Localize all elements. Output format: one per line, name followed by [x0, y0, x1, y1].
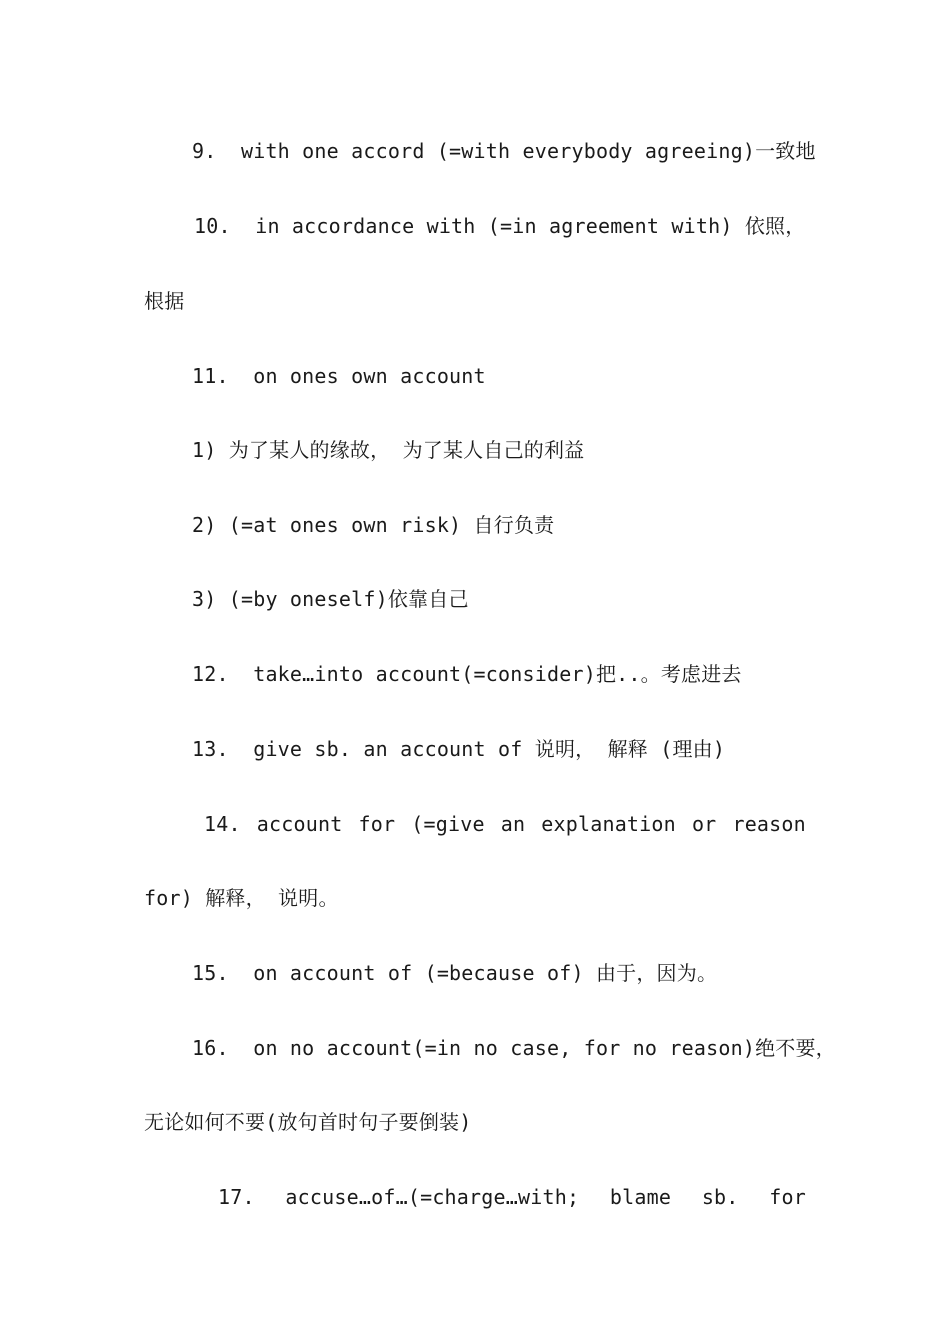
entry-11: 11. on ones own account — [192, 364, 486, 388]
entry-17-word: sb. — [701, 1185, 739, 1209]
entry-15: 15. on account of (=because of) 由于，因为。 — [192, 961, 718, 985]
entry-16-continuation: 无论如何不要(放句首时句子要倒装) — [144, 1110, 472, 1134]
entry-14-continuation: for) 解释， 说明。 — [144, 886, 339, 910]
entry-17-word: 17. — [218, 1185, 255, 1209]
entry-14-word: (=give — [411, 812, 485, 836]
entry-10-continuation: 根据 — [144, 289, 185, 313]
entry-12: 12. take…into account(=consider)把..。考虑进去 — [192, 662, 742, 686]
entry-17-word: blame — [609, 1185, 672, 1209]
entry-14-word: 14. — [204, 812, 241, 836]
entry-14-word: reason — [732, 812, 806, 836]
entry-14-word: an — [500, 812, 526, 836]
entry-14-word: explanation — [541, 812, 676, 836]
entry-11-sub-2: 2) (=at ones own risk) 自行负责 — [192, 513, 555, 537]
entry-16: 16. on no account(=in no case, for no reason)绝不要， — [192, 1036, 836, 1060]
entry-17-word: for — [769, 1185, 806, 1209]
entry-14-word: account — [256, 812, 343, 836]
entry-17 — [218, 1183, 806, 1211]
entry-17-word: accuse…of…(=charge…with; — [285, 1185, 580, 1209]
entry-9: 9. with one accord (=with everybody agreeing)一致地 — [192, 139, 816, 163]
entry-14-word: or — [691, 812, 717, 836]
entry-10: 10. in accordance with (=in agreement with) 依照， — [194, 214, 806, 238]
entry-14 — [204, 810, 806, 838]
entry-14-word: for — [358, 812, 396, 836]
entry-11-sub-3: 3) (=by oneself)依靠自己 — [192, 587, 469, 611]
entry-11-sub-1: 1) 为了某人的缘故， 为了某人自己的利益 — [192, 438, 585, 462]
entry-13: 13. give sb. an account of 说明， 解释 (理由) — [192, 737, 726, 761]
